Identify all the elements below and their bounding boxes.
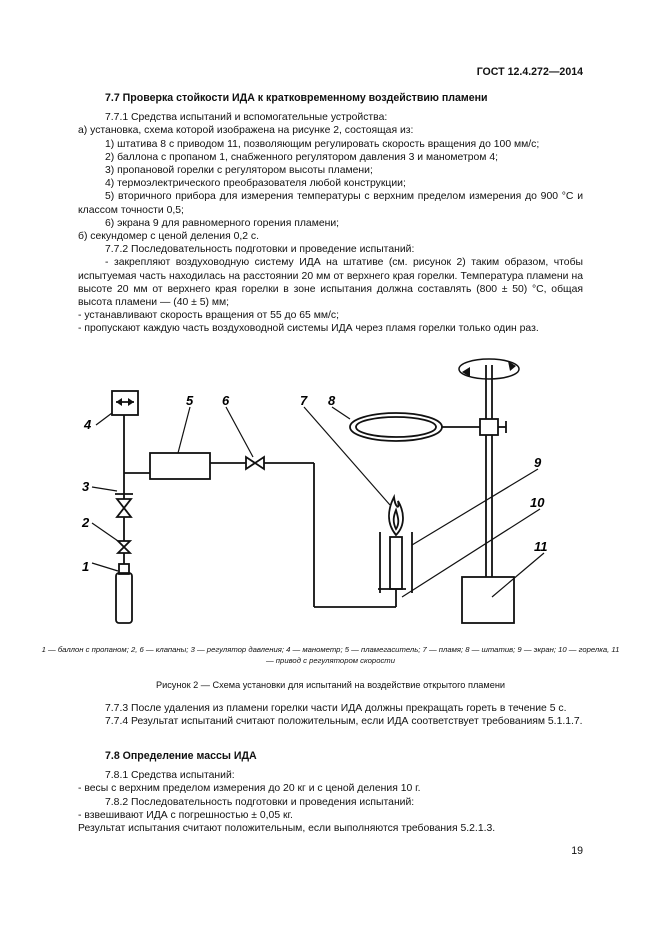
list-item: 4) термоэлектрического преобразователя любой конструкции; <box>105 178 406 190</box>
burner <box>390 537 402 589</box>
figure-2-diagram <box>78 345 583 635</box>
document-header: ГОСТ 12.4.272—2014 <box>476 66 583 78</box>
paragraph: Результат испытания считают положительным, если выполняются требования 5.2.1.3. <box>78 823 496 835</box>
list-item: 1) штатива 8 с приводом 11, позволяющим регулировать скорость вращения до 100 мм/с; <box>105 138 540 150</box>
section-title: 7.8 Определение массы ИДА <box>105 750 257 762</box>
paragraph: 7.7.2 Последовательность подготовки и проведение испытаний: <box>105 244 415 256</box>
label-8: 8 <box>328 393 336 408</box>
stand-clamp <box>480 419 498 435</box>
apparatus-schematic <box>78 345 583 635</box>
paragraph: 7.7.4 Результат испытаний считают положительным, если ИДА соответствует требованиям 5.1.1.7. <box>105 716 583 728</box>
figure-caption: Рисунок 2 — Схема установки для испытаний на воздействие открытого пламени <box>155 680 506 690</box>
paragraph: - закрепляют воздуховодную систему ИДА на штативе (см. рисунок 2) таким образом, чтобы испытуемая часть находилась на расстоянии 20 мм от верхнего края горелки. Температура пламени на высоте 20 мм от верхнего края горелки в зоне испытания должна составлять (800 ± 50) °С, общая высота пламени — (40 ± 5) мм; <box>78 257 583 309</box>
drive-box <box>462 577 514 623</box>
label-4: 4 <box>84 417 92 432</box>
label-6: 6 <box>222 393 230 408</box>
label-2: 2 <box>82 515 90 530</box>
list-item: 5) вторичного прибора для измерения температуры с верхним пределом измерения до 900 °С и классом точности 0,5; <box>78 191 583 216</box>
label-3: 3 <box>82 479 90 494</box>
label-7: 7 <box>300 393 308 408</box>
manometer <box>112 391 138 415</box>
label-9: 9 <box>534 455 542 470</box>
list-item: 6) экрана 9 для равномерного горения пламени; <box>105 217 340 229</box>
list-item: 3) пропановой горелки с регулятором высоты пламени; <box>105 165 373 177</box>
list-item: 2) баллона с пропаном 1, снабженного регулятором давления 3 и манометром 4; <box>105 151 498 163</box>
paragraph: а) установка, схема которой изображена на рисунке 2, состоящая из: <box>78 125 414 137</box>
page-number: 19 <box>571 845 583 857</box>
propane-cylinder <box>116 573 132 623</box>
figure-legend: 1 — баллон с пропаном; 2, 6 — клапаны; 3 — регулятор давления; 4 — манометр; 5 — пламегаситель; 7 — пламя; 8 — штатив; 9 — экран; 10 — горелка, 11 — привод с регулятором скорости <box>41 645 620 665</box>
label-10: 10 <box>530 495 545 510</box>
paragraph: 7.8.1 Средства испытаний: <box>105 770 235 782</box>
flame-arrester <box>150 453 210 479</box>
paragraph: 7.7.1 Средства испытаний и вспомогательные устройства: <box>105 112 388 124</box>
valve-2 <box>118 541 130 553</box>
label-5: 5 <box>186 393 194 408</box>
paragraph: - весы с верхним пределом измерения до 20 кг и с ценой деления 10 г. <box>78 783 421 795</box>
paragraph: - взвешивают ИДА с погрешностью ± 0,05 кг. <box>78 809 293 821</box>
paragraph: 7.8.2 Последовательность подготовки и проведения испытаний: <box>105 796 415 808</box>
paragraph: - устанавливают скорость вращения от 55 до 65 мм/с; <box>78 310 339 322</box>
label-1: 1 <box>82 559 90 574</box>
paragraph: 7.7.3 После удаления из пламени горелки части ИДА должны прекращать гореть в течение 5 с. <box>105 703 567 714</box>
paragraph: б) секундомер с ценой деления 0,2 с. <box>78 231 260 243</box>
label-11: 11 <box>534 539 548 554</box>
section-7-7 <box>78 92 583 336</box>
section-7-8 <box>78 750 583 835</box>
after-figure-text <box>78 702 583 728</box>
paragraph: - пропускают каждую часть воздуховодной системы ИДА через пламя горелки только один раз. <box>78 323 539 335</box>
pressure-regulator <box>117 499 131 517</box>
section-title: 7.7 Проверка стойкости ИДА к кратковременному воздействию пламени <box>105 92 488 104</box>
valve-6 <box>246 457 264 469</box>
